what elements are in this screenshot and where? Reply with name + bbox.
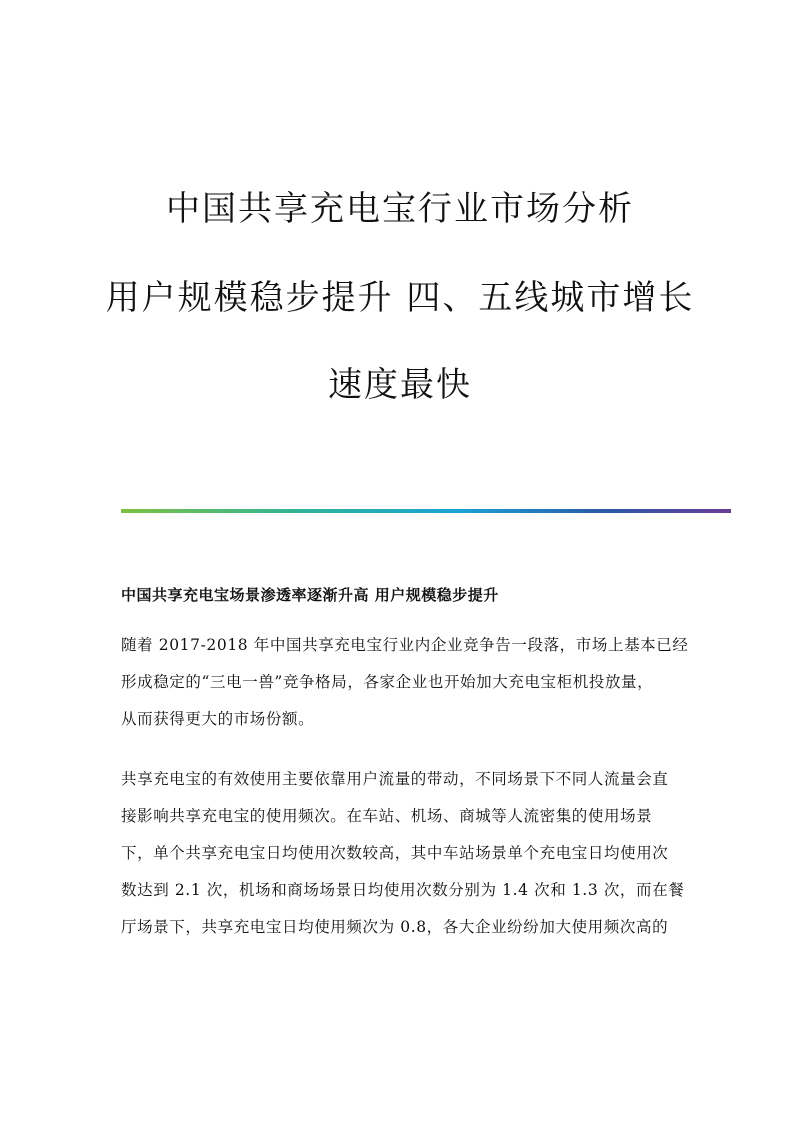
paragraph-line: 厅场景下，共享充电宝日均使用频次为 0.8，各大企业纷纷加大使用频次高的 — [121, 918, 669, 936]
section-heading: 中国共享充电宝场景渗透率逐渐升高 用户规模稳步提升 — [121, 586, 499, 604]
paragraph-line: 随着 2017-2018 年中国共享充电宝行业内企业竞争告一段落，市场上基本已经 — [121, 636, 689, 654]
title-line-1: 中国共享充电宝行业市场分析 — [166, 189, 634, 229]
title-line-2: 用户规模稳步提升 四、五线城市增长 — [105, 278, 695, 318]
paragraph-line: 下，单个共享充电宝日均使用次数较高，其中车站场景单个充电宝日均使用次 — [121, 844, 669, 862]
paragraph-line: 形成稳定的“三电一兽”竞争格局，各家企业也开始加大充电宝柜机投放量， — [121, 673, 654, 691]
paragraph-line: 接影响共享充电宝的使用频次。在车站、机场、商城等人流密集的使用场景 — [121, 807, 653, 825]
paragraph-line: 从而获得更大的市场份额。 — [121, 710, 315, 728]
paragraph-2 — [121, 761, 701, 946]
gradient-divider — [121, 509, 731, 513]
paragraph-1 — [121, 627, 701, 738]
paragraph-line: 共享充电宝的有效使用主要依靠用户流量的带动，不同场景下不同人流量会直 — [121, 770, 669, 788]
paragraph-line: 数达到 2.1 次，机场和商场场景日均使用次数分别为 1.4 次和 1.3 次，而在餐 — [121, 881, 685, 899]
title-line-3: 速度最快 — [328, 365, 472, 405]
